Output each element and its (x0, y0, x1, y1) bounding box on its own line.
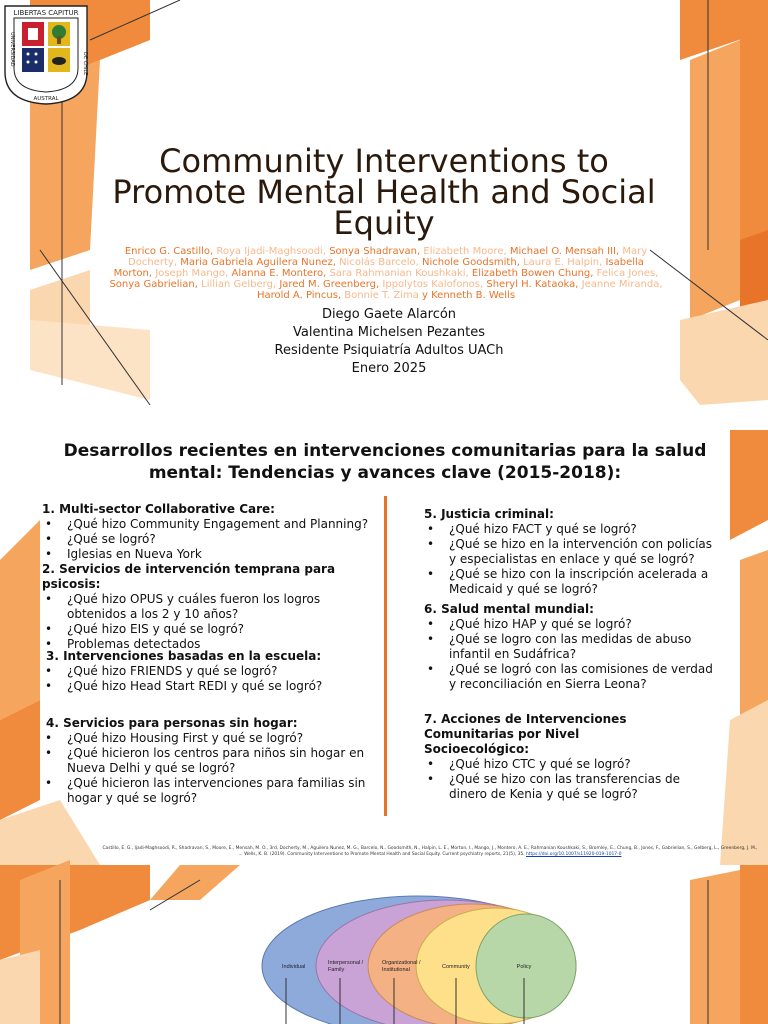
presenter-line-3: Residente Psiquiatría Adultos UACh (274, 343, 504, 358)
author-name: Jared M. Greenberg, (279, 279, 380, 290)
author-name: Isabella Morton, (113, 257, 644, 279)
section-title: 4. Servicios para personas sin hogar: (46, 716, 298, 730)
section-1 (42, 502, 372, 562)
author-name: Ippolytos Kalofonos, (382, 279, 484, 290)
presenter-line-2: Valentina Michelsen Pezantes (293, 325, 485, 340)
section-title: 7. Acciones de Intervenciones Comunitarias por Nivel Socioecológico: (424, 712, 627, 756)
author-name: y (422, 290, 428, 301)
right-column (424, 507, 720, 802)
poster-title: Community Interventions to Promote Mental Health and Social Equity (112, 142, 656, 242)
presenter-line-1: Diego Gaete Alarcón (321, 307, 457, 322)
list-item: • ¿Qué hizo OPUS y cuáles fueron los logros obtenidos a los 2 y 10 años? (42, 592, 372, 622)
author-name: Roya Ijadi-Maghsoodi, (216, 246, 326, 257)
section-3 (42, 649, 372, 694)
venn-label-organizational: Organizational / Institutional (382, 960, 421, 973)
list-item: • ¿Qué se logró? (42, 532, 372, 547)
list-item: • Problemas detectados (42, 637, 372, 652)
author-name: Mary Docherty, (128, 246, 648, 268)
author-name: Enrico G. Castillo, (124, 246, 214, 257)
venn-label-interpersonal: Interpersonal / Family (328, 960, 364, 973)
author-name: Felica Jones, (596, 268, 659, 279)
list-item: • ¿Qué se logro con las medidas de abuso infantil en Sudáfrica? (424, 632, 720, 662)
socioecological-model-diagram (258, 880, 578, 1024)
section-4 (42, 716, 372, 806)
list-item: • ¿Qué hizo CTC y qué se logró? (424, 757, 720, 772)
list-item: • ¿Qué hizo Head Start REDI y qué se logró? (42, 679, 372, 694)
list-item: • ¿Qué se logró con las comisiones de verdad y reconciliación en Sierra Leona? (424, 662, 720, 692)
venn-label-policy: Policy (516, 964, 532, 970)
author-name: Bonnie T. Zima (344, 290, 419, 301)
section-title: 1. Multi-sector Collaborative Care: (42, 502, 275, 516)
author-name: Elizabeth Bowen Chung, (471, 268, 594, 279)
section-5 (424, 507, 720, 597)
author-name: Kenneth B. Wells (431, 290, 516, 301)
list-item: • ¿Qué hizo HAP y qué se logró? (424, 617, 720, 632)
author-name: Maria Gabriela Aguilera Nunez, (180, 257, 336, 268)
author-name: Sonya Gabrielian, (109, 279, 198, 290)
author-name: Michael O. Mensah III, (509, 246, 620, 257)
author-name: Alanna E. Montero, (231, 268, 327, 279)
logo-motto: LIBERTAS CAPITUR (13, 9, 79, 17)
author-name: Laura E. Halpin, (523, 257, 603, 268)
author-name: Elizabeth Moore, (423, 246, 507, 257)
list-item: • ¿Qué se hizo con la inscripción acelerada a Medicaid y qué se logró? (424, 567, 720, 597)
author-name: Joseph Mango, (155, 268, 229, 279)
presenter-block (200, 306, 578, 378)
author-name: Nichole Goodsmith, (422, 257, 520, 268)
section-7 (424, 712, 720, 802)
list-item: • ¿Qué hicieron las intervenciones para familias sin hogar y qué se logró? (42, 776, 372, 806)
list-item: • ¿Qué se hizo con las transferencias de dinero de Kenia y qué se logró? (424, 772, 720, 802)
section-2 (42, 562, 372, 652)
author-name: Sara Rahmanian Koushkaki, (329, 268, 469, 279)
list-item: • ¿Qué hizo Community Engagement and Planning? (42, 517, 372, 532)
logo-ring-right: DE CHILE (82, 52, 88, 76)
column-divider (384, 496, 387, 816)
logo-ring-left: UNIVERSIDAD (9, 32, 15, 67)
university-logo (2, 2, 90, 106)
author-name: Jeanne Miranda, (581, 279, 663, 290)
reference-text: Castillo, E. G., Ijadi-Maghsoodi, R., Shadravan, S., Moore, E., Mensah, M. O., 3rd, Docherty, M., Aguilera Nunez, M. G., Barcelo, N., Goodsmith, N., Halpin, L. E., Morton, I., Mango, J., Montero, A. E., Rahmanian Koushkaki, S., Bromley, E., Chung, B., Jones, F., Gabrielian, S., Gelberg, L., Greenberg, J. M., ... Wells, K. B. (2019). Community Interventions to Promote Mental Health and Social Equity. Current psychiatry reports, 21(5), 35. (102, 846, 758, 857)
list-item: • ¿Qué hizo FRIENDS y qué se logró? (42, 664, 372, 679)
reference-citation (100, 846, 760, 857)
section-title: 6. Salud mental mundial: (424, 602, 594, 616)
left-column (42, 502, 372, 806)
list-item: • ¿Qué hizo EIS y qué se logró? (42, 622, 372, 637)
logo-ring-bottom: AUSTRAL (33, 96, 59, 102)
author-list (108, 246, 664, 301)
section-6 (424, 602, 720, 692)
venn-label-community: Community (442, 964, 470, 970)
section-heading: Desarrollos recientes en intervenciones comunitarias para la salud mental: Tendencias y avances clave (2015-2018): (63, 441, 707, 483)
author-name: Lillian Gelberg, (201, 279, 277, 290)
section-title: 2. Servicios de intervención temprana para psicosis: (42, 562, 336, 591)
author-name: Sheryl H. Kataoka, (486, 279, 579, 290)
section-title: 5. Justicia criminal: (424, 507, 554, 521)
section-title: 3. Intervenciones basadas en la escuela: (46, 649, 322, 663)
reference-doi-link[interactable]: https://doi.org/10.1007/s11920-019-1017-0 (525, 851, 622, 857)
list-item: • ¿Qué hizo FACT y qué se logró? (424, 522, 720, 537)
author-name: Nicolás Barcelo, (339, 257, 419, 268)
venn-label-individual: Individual (282, 964, 306, 970)
list-item: • Iglesias en Nueva York (42, 547, 372, 562)
author-name: Harold A. Pincus, (256, 290, 342, 301)
list-item: • ¿Qué hizo Housing First y qué se logró? (42, 731, 372, 746)
list-item: • ¿Qué hicieron los centros para niños sin hogar en Nueva Delhi y qué se logró? (42, 746, 372, 776)
presenter-date: Enero 2025 (351, 361, 427, 376)
author-name: Sonya Shadravan, (329, 246, 421, 257)
list-item: • ¿Qué se hizo en la intervención con policías y especialistas en enlace y qué se logró? (424, 537, 720, 567)
